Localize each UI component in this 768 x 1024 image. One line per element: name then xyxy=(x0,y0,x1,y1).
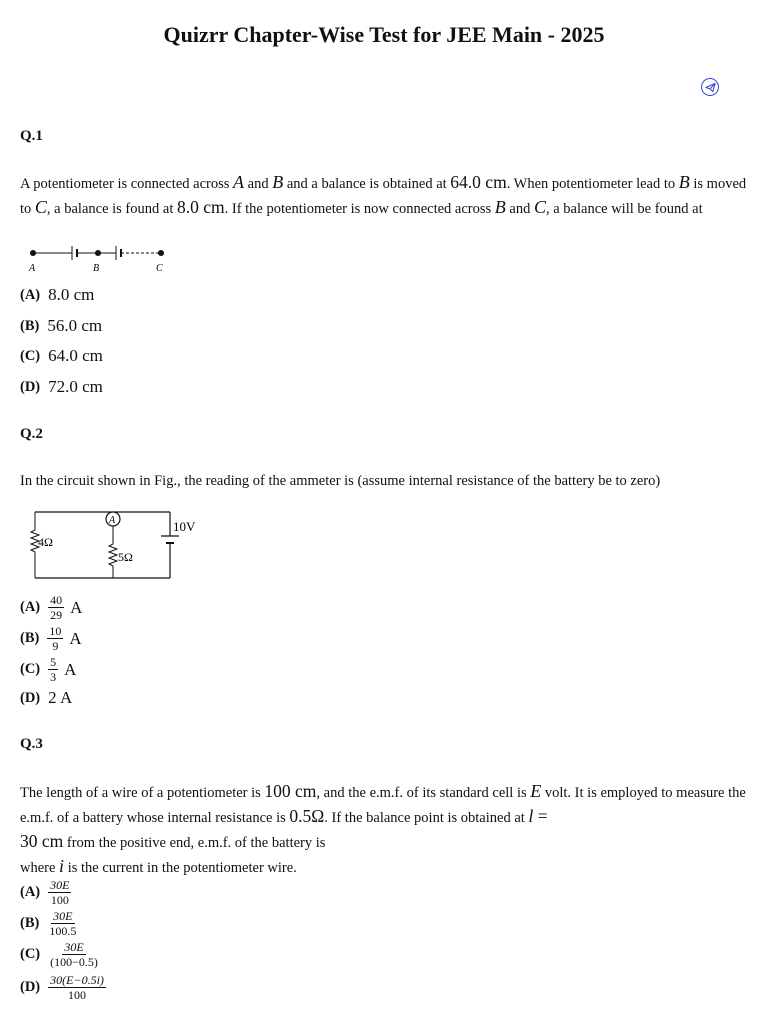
q1-option-b[interactable]: (B) 56.0 cm xyxy=(20,316,103,335)
question-2-stem: In the circuit shown in Fig., the reading of the ammeter is (assume internal resistance of the battery be to zero) xyxy=(20,473,661,489)
telegram-icon[interactable] xyxy=(701,78,719,96)
ammeter-label: A xyxy=(109,515,116,526)
resistor-5-label: 5Ω xyxy=(118,550,133,564)
battery-label: 10V xyxy=(173,519,196,534)
question-2-label: Q.2 xyxy=(20,426,43,442)
q1-option-c[interactable]: (C) 64.0 cm xyxy=(20,346,103,365)
telegram-glyph xyxy=(705,82,716,93)
q2-option-a[interactable]: (A) $\frac{40}{29}$ A xyxy=(20,593,83,622)
question-2-circuit xyxy=(20,502,210,584)
figure-label-c: C xyxy=(156,263,163,274)
question-1-stem: A potentiometer is connected across A and B and a balance is obtained at 64.0 cm. When potentiometer lead to B is moved to C, a balance is found at 8.0 cm. If the potentiometer is now connected across B and C, a balance will be found at xyxy=(20,172,747,217)
fraction: $\frac{5}{3}$ xyxy=(50,655,57,684)
figure-label-a: A xyxy=(29,263,36,274)
question-3-stem: The length of a wire of a potentiometer is 100 cm, and the e.m.f. of its standard cell is E volt. It is employed to measure the e.m.f. of a battery whose internal resistance is 0.5Ω. If the balance point is obtained at l = 30 cm from the positive end, e.m.f. of the battery is where i is the current in the potentiometer wire. xyxy=(20,781,746,876)
q1-option-d[interactable]: (D) 72.0 cm xyxy=(20,377,103,396)
q3-option-d[interactable]: (D) $\frac{30(E-0.5i)}{100}$ xyxy=(20,973,104,1002)
q2-option-b[interactable]: (B) $\frac{10}{9}$ A xyxy=(20,624,82,653)
q3-option-c[interactable]: (C) $\frac{30E}{(100-0.5)}$ xyxy=(20,940,98,969)
page-title: Quizrr Chapter-Wise Test for JEE Main - 2025 xyxy=(163,22,605,47)
q2-option-d[interactable]: (D) 2 A xyxy=(20,688,73,707)
fraction: $\frac{30E}{(100-0.5)}$ xyxy=(50,940,98,969)
question-1-label: Q.1 xyxy=(20,128,43,144)
fraction: $\frac{10}{9}$ xyxy=(49,624,62,653)
q3-option-b[interactable]: (B) $\frac{30E}{100.5}$ xyxy=(20,909,77,938)
q3-option-a[interactable]: (A) $\frac{30E}{100}$ xyxy=(20,878,70,907)
resistor-4-label: 4Ω xyxy=(38,535,53,549)
fraction: $\frac{40}{29}$ xyxy=(50,593,63,622)
question-1-figure xyxy=(20,243,180,275)
node-c xyxy=(158,250,164,256)
figure-label-b: B xyxy=(93,263,100,274)
question-3-label: Q.3 xyxy=(20,736,43,752)
fraction: $\frac{30E}{100}$ xyxy=(50,878,70,907)
q1-option-a[interactable]: (A) 8.0 cm xyxy=(20,285,95,304)
fraction: $\frac{30E}{100.5}$ xyxy=(49,909,77,938)
node-b xyxy=(95,250,101,256)
node-a xyxy=(30,250,36,256)
fraction: $\frac{30(E-0.5i)}{100}$ xyxy=(50,973,104,1002)
q2-option-c[interactable]: (C) $\frac{5}{3}$ A xyxy=(20,655,77,684)
